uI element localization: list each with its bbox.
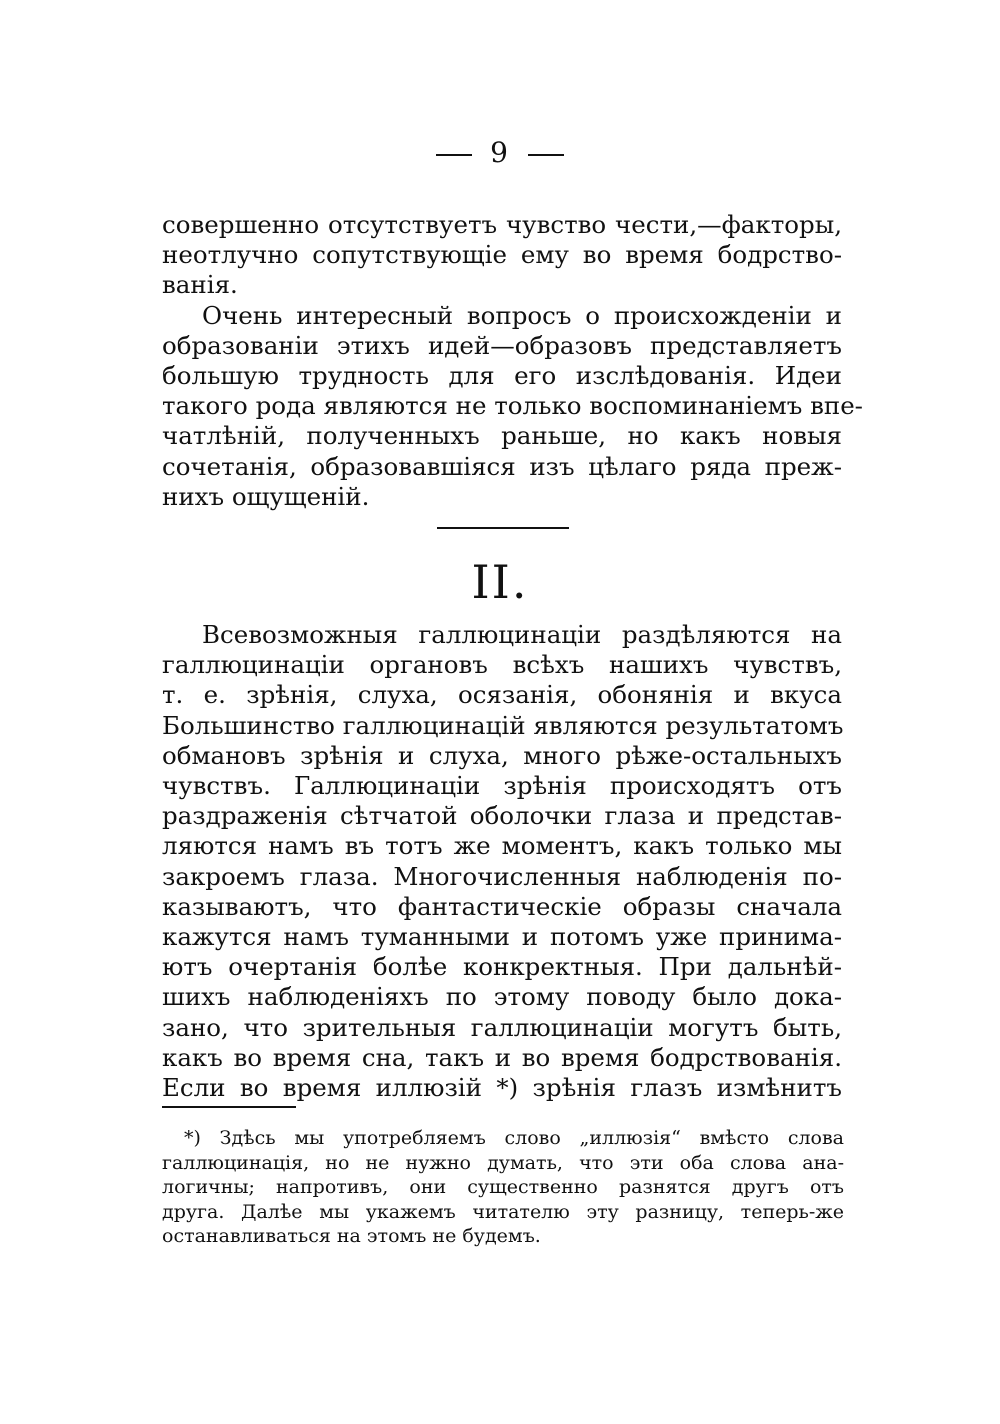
text-line: большую трудность для его изслѣдованія. Идеи — [162, 361, 842, 391]
text-line: зано, что зрительныя галлюцинаціи могутъ быть, — [162, 1012, 842, 1042]
text-line: шихъ наблюденіяхъ по этому поводу было дока- — [162, 982, 842, 1012]
footnote-line: останавливаться на этомъ не будемъ. — [162, 1225, 541, 1247]
footnote-line: *) Здѣсь мы употребляемъ слово „иллюзія“ вмѣсто слова — [184, 1127, 844, 1149]
text-line: ванія. — [162, 270, 238, 300]
footnote-line: галлюцинація, но не нужно думать, что эти оба слова ана- — [162, 1151, 844, 1174]
body-text-section — [162, 620, 842, 1103]
text-line: Большинство галлюцинацій являются результатомъ — [162, 710, 844, 740]
text-line: сочетанія, образовавшіяся изъ цѣлаго ряда преж- — [162, 451, 842, 481]
footnote-divider — [162, 1106, 296, 1108]
text-line: раздраженія сѣтчатой оболочки глаза и представ- — [162, 801, 842, 831]
text-line: чатлѣній, полученныхъ раньше, но какъ новыя — [162, 421, 842, 451]
text-line: ютъ очертанія болѣе конкректныя. При дальнѣй- — [162, 952, 842, 982]
text-line: нихъ ощущеній. — [162, 481, 370, 511]
section-heading: II. — [471, 555, 529, 609]
footnote-line: логичны; напротивъ, они существенно разнятся другъ отъ — [162, 1176, 844, 1198]
text-line: обмановъ зрѣнія и слуха, много рѣже-остальныхъ — [162, 740, 842, 770]
page-number-value: 9 — [490, 136, 510, 169]
text-line: Всевозможныя галлюцинаціи раздѣляются на — [202, 620, 842, 649]
footnote-line: друга. Далѣе мы укажемъ читателю эту разницу, теперь-же — [162, 1200, 844, 1223]
text-line: кажутся намъ туманными и потомъ уже принима- — [162, 922, 842, 952]
page-number-dash-left — [436, 154, 472, 156]
text-line: ляются намъ въ тотъ же моментъ, какъ только мы — [162, 831, 842, 861]
text-line: Очень интересный вопросъ о происхожденіи и — [202, 300, 842, 330]
text-line: закроемъ глаза. Многочисленныя наблюденія по- — [162, 861, 842, 891]
text-line: чувствъ. Галлюцинаціи зрѣнія происходятъ отъ — [162, 771, 842, 801]
text-line: т. е. зрѣнія, слуха, осязанія, обонянія и вкуса — [162, 680, 842, 710]
text-line: Если во время иллюзій *) зрѣнія глазъ измѣнитъ — [162, 1073, 842, 1103]
text-line: образованіи этихъ идей—образовъ представляетъ — [162, 330, 842, 360]
text-line: совершенно отсутствуетъ чувство чести,—факторы, — [162, 210, 842, 239]
text-line: казываютъ, что фантастическіе образы сначала — [162, 891, 842, 921]
footnote — [162, 1126, 844, 1249]
page-number — [0, 136, 1000, 169]
text-line: какъ во время сна, такъ и во время бодрствованія. — [162, 1042, 842, 1072]
page-number-dash-right — [528, 154, 564, 156]
section-divider — [437, 527, 569, 529]
text-line: неотлучно сопутствующіе ему во время бодрство- — [162, 240, 842, 270]
body-text-top — [162, 210, 863, 512]
text-line: галлюцинаціи органовъ всѣхъ нашихъ чувствъ, — [162, 650, 842, 680]
text-line: такого рода являются не только воспоминаніемъ впе- — [162, 391, 863, 421]
